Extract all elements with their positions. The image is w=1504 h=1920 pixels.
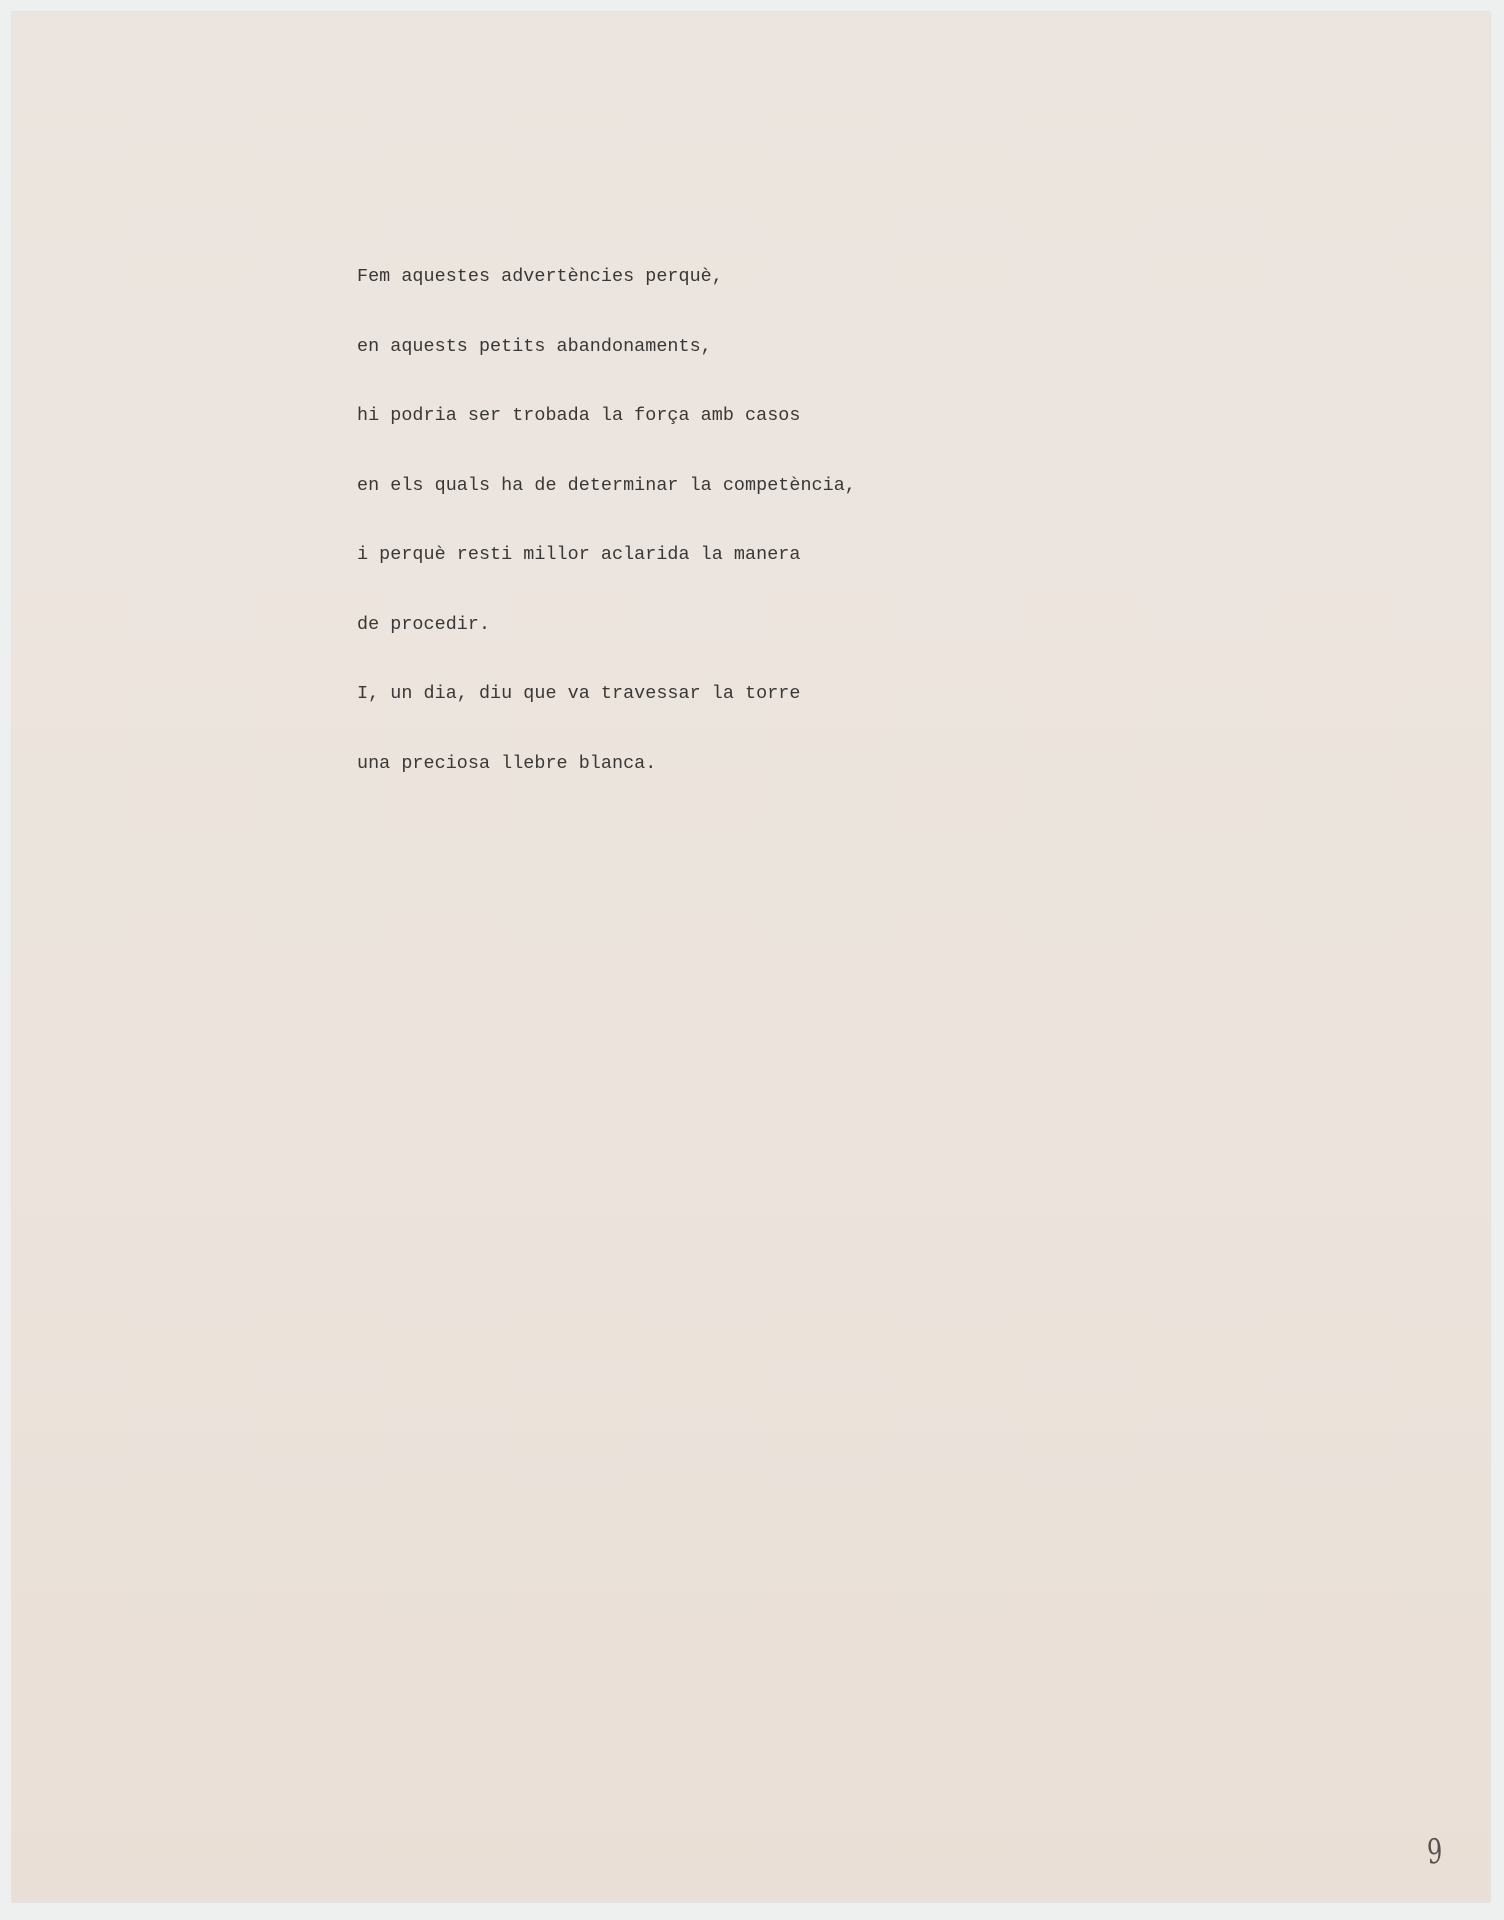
handwritten-page-number: 9 [1426, 1831, 1444, 1873]
text-line: en aquests petits abandonaments, [357, 335, 712, 357]
typed-text-block [357, 248, 856, 804]
text-line: una preciosa llebre blanca. [357, 752, 657, 774]
text-line: de procedir. [357, 613, 491, 635]
typed-page [12, 12, 1490, 1902]
text-line: en els quals ha de determinar la competència, [357, 474, 856, 496]
text-line: i perquè resti millor aclarida la manera [357, 544, 801, 565]
text-line: Fem aquestes advertències perquè, [357, 266, 723, 287]
text-line: hi podria ser trobada la força amb casos [357, 405, 801, 426]
text-line: I, un dia, diu que va travessar la torre [357, 683, 801, 704]
